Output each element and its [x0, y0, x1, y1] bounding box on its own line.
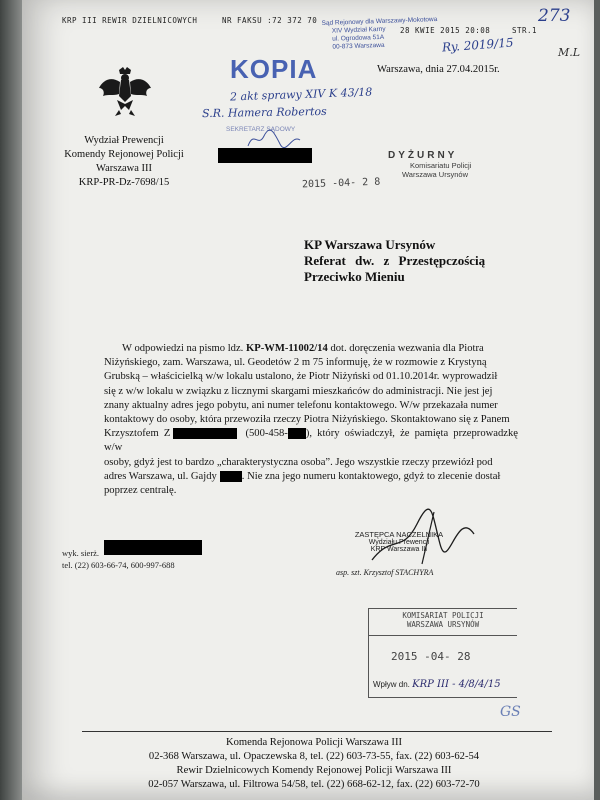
fax-number: NR FAKSU :72 372 70 [222, 16, 318, 25]
redacted-officer-name [104, 540, 202, 555]
prepared-by-label: wyk. sierż. [62, 548, 100, 558]
court-stamp: Sąd Rejonowy dla Warszawy-Mokotowa XIV Wydział Karny ul. Ogrodowa 51A 00-873 Warszawa [321, 15, 438, 51]
binder-edge [0, 0, 22, 800]
footer-rule [82, 731, 552, 732]
prepared-by-phone: tel. (22) 603-66-74, 600-997-688 [62, 560, 175, 570]
document-page [22, 0, 594, 800]
kopia-stamp: KOPIA [230, 54, 318, 84]
handwritten-mark: M.L [558, 46, 581, 59]
place-date: Warszawa, dnia 27.04.2015r. [377, 64, 500, 75]
handwritten-initials: GS [500, 704, 521, 720]
redacted-name [218, 148, 312, 163]
received-date-stamp: 2015 -04- 2 8 [301, 176, 381, 191]
footer-address: Komenda Rejonowa Policji Warszawa III 02-368 Warszawa, ul. Opaczewska 8, tel. (22) 603-73-55, fax. (22) 603-62-54 Rewir Dzielnicowych Komendy Rejonowej Policji Warszawa III 02-057 Warszawa, ul. Filtrowa 54/58, tel. (22) 668-62-12, fax. (22) 603-72-70 [148, 737, 480, 790]
fax-datetime: 28 KWIE 2015 20:08 [400, 26, 491, 35]
redacted-surname [173, 428, 237, 439]
recipient-address: KP Warszawa Ursynów Referat dw. z Przestępczością Przeciwko Mieniu [304, 237, 486, 284]
handwritten-case-note-1: 2 akt sprawy XIV K 43/18 [229, 85, 373, 104]
sender-unit: Wydział Prewencji Komendy Rejonowej Policji Warszawa III KRP-PR-Dz-7698/15 [64, 135, 184, 188]
secretary-signature [244, 128, 304, 150]
fax-page: STR.1 [512, 26, 538, 35]
redacted-phone [288, 428, 306, 439]
court-stamp-handwriting: Ry. 2019/15 [441, 35, 514, 55]
eagle-emblem-icon [97, 66, 153, 118]
duty-officer-stamp: DYŻURNY Komisariatu Policji Warszawa Ursynów [388, 150, 472, 179]
signature-stamp: ZASTĘPCA NACZELNIKA Wydziału Prewencji KRP Warszawa III [354, 530, 444, 553]
redacted-house-number [220, 471, 242, 482]
handwritten-signature [362, 504, 482, 570]
handwritten-number: 273 [538, 6, 571, 26]
letter-body: W odpowiedzi na pismo ldz. KP-WM-11002/14 dot. doręczenia wezwania dla Piotra Niżyńskiego, zam. Warszawa, ul. Geodetów 2 m 75 informuję, że w rozmowie z Krystyną Grubską – właścicielką w/w lokalu ustalono, że Piotr Niżyński od 01.10.2014r. wyprowadził się z w/w lokalu w związku z licznymi skargami mieszkańców do administracji. Nie jest jej znany aktualny adres jego pobytu, ani numer telefonu kontaktowego. W/w przekazała numer kontaktowy do osoby, która przewoziła rzeczy Piotra Niżyńskiego. Skontaktowano się z Panem Krzysztofem Z (500-458- ), który oświadczył, że pamięta przeprowadzkę w/w osoby, gdyż jest to bardzo „charakterystyczna osoba”. Jego wszystkie rzeczy przewiózł pod adres Warszawa, ul. Gajdy . Nie zna jego numeru kontaktowego, gdyż to zlecenie dostał poprzez centralę. [104, 343, 518, 497]
signer-name: asp. szt. Krzysztof STACHYRA [336, 568, 434, 577]
handwritten-case-note-2: S.R. Hamera Robertos [201, 104, 327, 121]
inbox-stamp: KOMISARIAT POLICJI WARSZAWA URSYNÓW 2015 -04- 28 Wpływ dn. KRP III - 4/8/4/15 [368, 608, 517, 698]
fax-sender: KRP III REWIR DZIELNICOWYCH [62, 16, 198, 25]
court-secretary-stamp: SEKRETARZ SĄDOWY [226, 126, 296, 133]
